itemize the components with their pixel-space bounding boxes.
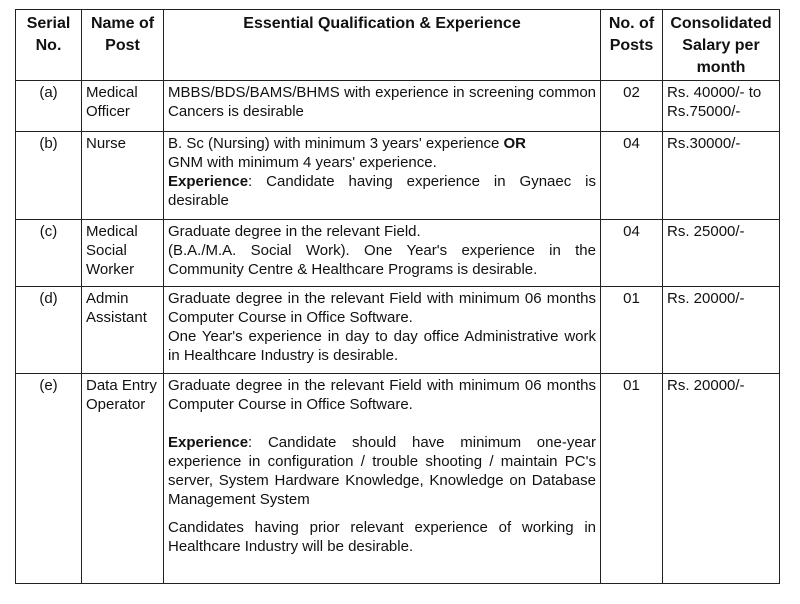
header-row <box>16 10 780 81</box>
header-posts: No. of Posts <box>601 10 663 81</box>
posts-count-cell: 02 <box>601 81 663 132</box>
table-row <box>16 132 780 220</box>
qualification-text: Graduate degree in the relevant Field with minimum 06 months Computer Course in Office Software. <box>168 290 596 326</box>
posts-table <box>15 9 780 584</box>
serial-cell: (a) <box>16 81 82 132</box>
header-qualification: Essential Qualification & Experience <box>164 10 601 81</box>
qualification-text: B. Sc (Nursing) with minimum 3 years' experience <box>168 135 500 152</box>
table-row <box>16 374 780 584</box>
salary-cell: Rs. 20000/- <box>663 374 780 584</box>
experience-text: : Candidate should have minimum one-year experience in configuration / trouble shooting / maintain PC's server, System Hardware Knowledge, Knowledge on Database Management System <box>168 434 596 508</box>
qualification-text: MBBS/BDS/BAMS/BHMS with experience in screening common Cancers is desirable <box>168 84 596 120</box>
or-label: OR <box>503 135 526 152</box>
qualification-text: Graduate degree in the relevant Field with minimum 06 months Computer Course in Office Software. <box>168 377 596 413</box>
experience-line <box>168 172 596 210</box>
experience-line <box>168 433 596 509</box>
qualification-cell <box>164 132 601 220</box>
posts-count-cell: 01 <box>601 374 663 584</box>
qualification-line <box>168 134 596 153</box>
table-row <box>16 287 780 374</box>
table-row <box>16 81 780 132</box>
qualification-text: (B.A./M.A. Social Work). One Year's experience in the Community Centre & Healthcare Programs is desirable. <box>168 242 596 278</box>
post-name-cell: Medical Social Worker <box>82 220 164 287</box>
experience-text: : Candidate having experience in Gynaec is desirable <box>168 173 596 209</box>
table-row <box>16 220 780 287</box>
serial-cell: (d) <box>16 287 82 374</box>
serial-cell: (b) <box>16 132 82 220</box>
salary-cell: Rs. 40000/- to Rs.75000/- <box>663 81 780 132</box>
serial-cell: (e) <box>16 374 82 584</box>
salary-cell: Rs.30000/- <box>663 132 780 220</box>
post-name-cell: Medical Officer <box>82 81 164 132</box>
qualification-text: Candidates having prior relevant experience of working in Healthcare Industry will be desirable. <box>168 519 596 555</box>
post-name-cell: Data Entry Operator <box>82 374 164 584</box>
qualification-cell <box>164 220 601 287</box>
salary-cell: Rs. 20000/- <box>663 287 780 374</box>
qualification-cell <box>164 81 601 132</box>
salary-cell: Rs. 25000/- <box>663 220 780 287</box>
header-serial: Serial No. <box>16 10 82 81</box>
qualification-cell <box>164 374 601 584</box>
post-name-cell: Nurse <box>82 132 164 220</box>
header-salary: Consolidated Salary per month <box>663 10 780 81</box>
qualification-cell <box>164 287 601 374</box>
header-post: Name of Post <box>82 10 164 81</box>
serial-cell: (c) <box>16 220 82 287</box>
posts-count-cell: 01 <box>601 287 663 374</box>
experience-label: Experience <box>168 434 249 451</box>
post-name-cell: Admin Assistant <box>82 287 164 374</box>
posts-count-cell: 04 <box>601 220 663 287</box>
qualification-text: One Year's experience in day to day office Administrative work in Healthcare Industry is desirable. <box>168 328 596 364</box>
qualification-text: Graduate degree in the relevant Field. <box>168 223 421 240</box>
posts-count-cell: 04 <box>601 132 663 220</box>
qualification-text: GNM with minimum 4 years' experience. <box>168 154 437 171</box>
experience-label: Experience <box>168 173 249 190</box>
